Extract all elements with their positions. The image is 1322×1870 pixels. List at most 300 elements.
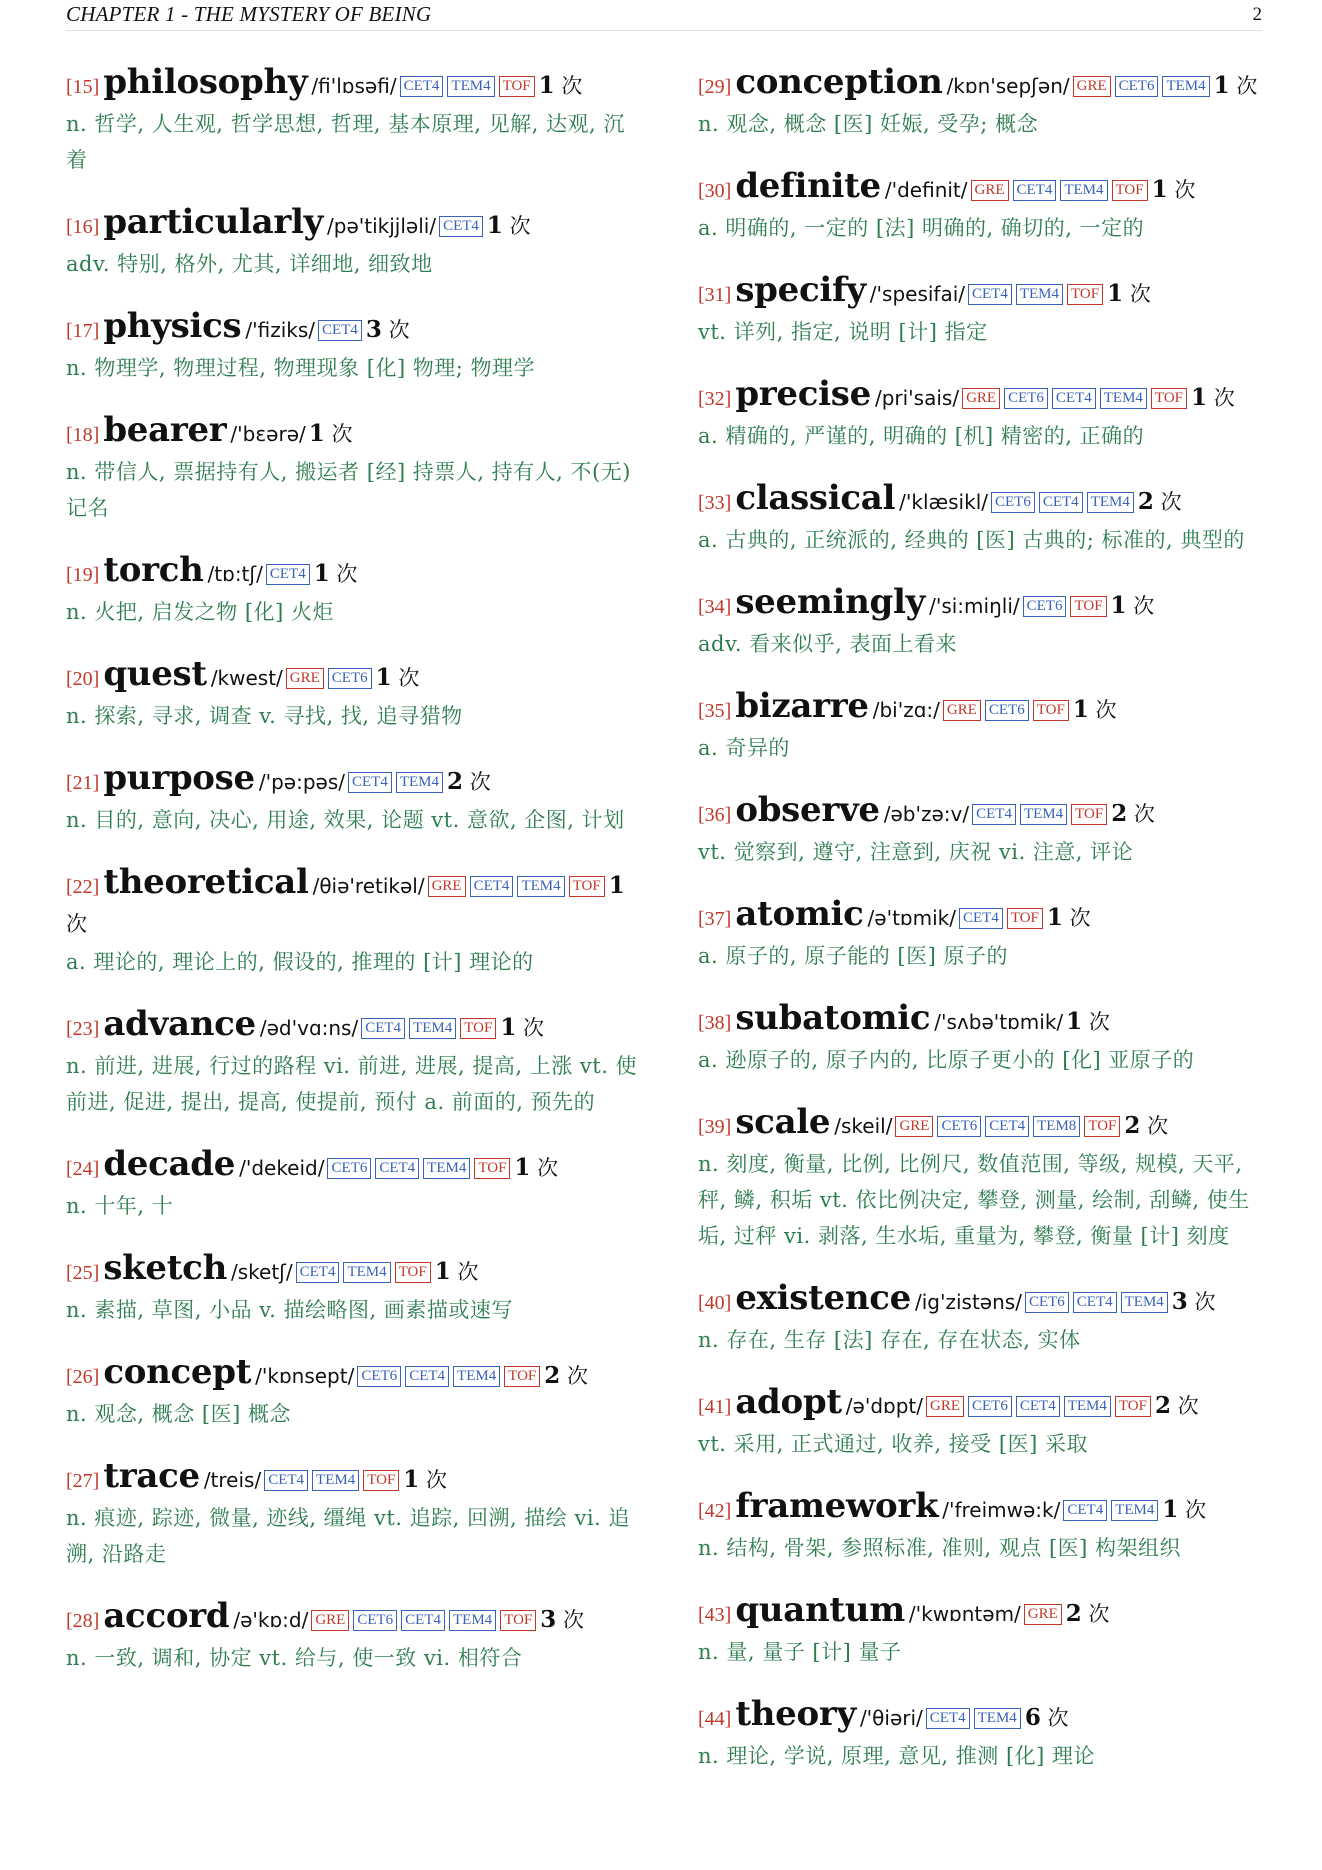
vocab-entry xyxy=(698,64,1274,142)
entry-headline xyxy=(66,412,638,454)
entry-number: [43] xyxy=(698,1604,732,1626)
exam-tag: CET4 xyxy=(348,772,392,793)
phonetic: /skeil/ xyxy=(834,1114,893,1138)
phonetic: /'kɒnsept/ xyxy=(255,1364,355,1388)
entry-number: [44] xyxy=(698,1708,732,1730)
definition: n. 物理学, 物理过程, 物理现象 [化] 物理; 物理学 xyxy=(66,356,536,380)
frequency xyxy=(376,666,420,690)
headword: concept xyxy=(103,1352,252,1392)
frequency-count: 2 xyxy=(1137,488,1154,515)
exam-tag: TOF xyxy=(1071,804,1107,825)
frequency xyxy=(447,770,491,794)
exam-tag: CET6 xyxy=(1023,596,1067,617)
exam-tag: CET6 xyxy=(353,1610,397,1631)
exam-tag: TEM4 xyxy=(1020,804,1067,825)
definition: n. 观念, 概念 [医] 妊娠, 受孕; 概念 xyxy=(698,112,1039,136)
exam-tag: TEM4 xyxy=(343,1262,390,1283)
frequency-count: 1 xyxy=(1213,72,1230,99)
exam-tag: CET4 xyxy=(972,804,1016,825)
frequency-count: 1 xyxy=(1046,904,1063,931)
definition: n. 观念, 概念 [医] 概念 xyxy=(66,1402,291,1426)
vocab-entry xyxy=(66,656,638,734)
definition: n. 哲学, 人生观, 哲学思想, 哲理, 基本原理, 见解, 达观, 沉着 xyxy=(66,112,625,172)
frequency xyxy=(1107,282,1151,306)
exam-tag: GRE xyxy=(926,1396,964,1417)
entry-number: [25] xyxy=(66,1262,100,1284)
entry-number: [37] xyxy=(698,908,732,930)
entry-number: [19] xyxy=(66,564,100,586)
headword: purpose xyxy=(103,758,255,798)
frequency xyxy=(539,74,583,98)
definition: n. 带信人, 票据持有人, 搬运者 [经] 持票人, 持有人, 不(无) 记名 xyxy=(66,460,631,520)
definition: n. 理论, 学说, 原理, 意见, 推测 [化] 理论 xyxy=(698,1744,1096,1768)
frequency-count: 1 xyxy=(1066,1008,1083,1035)
entry-number: [15] xyxy=(66,76,100,98)
frequency-unit: 次 xyxy=(1213,386,1235,410)
headword: torch xyxy=(103,550,204,590)
entry-headline xyxy=(66,1006,638,1048)
headword: definite xyxy=(735,166,881,206)
exam-tag: TOF xyxy=(1084,1116,1120,1137)
frequency-unit: 次 xyxy=(1160,490,1182,514)
exam-tag: CET4 xyxy=(968,284,1012,305)
frequency-unit: 次 xyxy=(388,318,410,342)
frequency-count: 2 xyxy=(1065,1600,1082,1627)
exam-tag: TOF xyxy=(504,1366,540,1387)
exam-tag: GRE xyxy=(1024,1604,1062,1625)
entry-number: [31] xyxy=(698,284,732,306)
frequency-unit: 次 xyxy=(1185,1498,1207,1522)
frequency xyxy=(1047,906,1091,930)
definition: n. 探索, 寻求, 调查 v. 寻找, 找, 追寻猎物 xyxy=(66,704,463,728)
entry-headline xyxy=(698,1280,1274,1322)
phonetic: /pri'sais/ xyxy=(874,386,960,410)
definition: n. 一致, 调和, 协定 vt. 给与, 使一致 vi. 相符合 xyxy=(66,1646,523,1670)
frequency-unit: 次 xyxy=(1047,1706,1069,1730)
exam-tag: CET4 xyxy=(296,1262,340,1283)
definition: n. 量, 量子 [计] 量子 xyxy=(698,1640,902,1664)
exam-tag: GRE xyxy=(1073,76,1111,97)
entry-number: [35] xyxy=(698,700,732,722)
entry-headline xyxy=(698,272,1274,314)
vocab-entry xyxy=(66,1146,638,1224)
frequency-count: 1 xyxy=(514,1154,531,1181)
frequency-count: 3 xyxy=(540,1606,557,1633)
frequency-unit: 次 xyxy=(1147,1114,1169,1138)
exam-tag: TOF xyxy=(363,1470,399,1491)
entry-headline xyxy=(66,1598,638,1640)
vocab-entry xyxy=(66,760,638,838)
frequency-count: 1 xyxy=(500,1014,517,1041)
frequency-unit: 次 xyxy=(398,666,420,690)
entry-headline xyxy=(66,204,638,246)
frequency xyxy=(1111,594,1155,618)
frequency xyxy=(403,1468,447,1492)
frequency-unit: 次 xyxy=(1236,74,1258,98)
vocab-entry xyxy=(698,168,1274,246)
headword: adopt xyxy=(735,1382,842,1422)
definition: n. 十年, 十 xyxy=(66,1194,174,1218)
vocab-entry xyxy=(66,1598,638,1676)
vocab-entry xyxy=(66,204,638,282)
exam-tag: TEM4 xyxy=(453,1366,500,1387)
entry-headline xyxy=(698,1384,1274,1426)
definition: vt. 采用, 正式通过, 收养, 接受 [医] 采取 xyxy=(698,1432,1088,1456)
exam-tag: TOF xyxy=(1033,700,1069,721)
frequency-unit: 次 xyxy=(331,422,353,446)
headword: physics xyxy=(103,306,242,346)
frequency xyxy=(1124,1114,1168,1138)
phonetic: /'θiəri/ xyxy=(859,1706,923,1730)
frequency-count: 1 xyxy=(308,420,325,447)
headword: subatomic xyxy=(735,998,931,1038)
entry-number: [23] xyxy=(66,1018,100,1040)
exam-tag: CET6 xyxy=(1115,76,1159,97)
headword: theory xyxy=(735,1694,856,1734)
entry-number: [39] xyxy=(698,1116,732,1138)
exam-tag: CET6 xyxy=(985,700,1029,721)
exam-tag: GRE xyxy=(311,1610,349,1631)
frequency-unit: 次 xyxy=(469,770,491,794)
exam-tag: TEM4 xyxy=(1162,76,1209,97)
exam-tag: TOF xyxy=(1151,388,1187,409)
frequency-unit: 次 xyxy=(1088,1602,1110,1626)
entry-number: [41] xyxy=(698,1396,732,1418)
exam-tag: TOF xyxy=(460,1018,496,1039)
frequency-unit: 次 xyxy=(1069,906,1091,930)
exam-tag: CET4 xyxy=(1063,1500,1107,1521)
vocab-entry xyxy=(66,864,638,980)
phonetic: /bi'zɑ:/ xyxy=(872,698,940,722)
frequency-unit: 次 xyxy=(457,1260,479,1284)
vocab-entry xyxy=(66,308,638,386)
phonetic: /pə'tikjjləli/ xyxy=(327,214,437,238)
phonetic: /fi'lɒsəfi/ xyxy=(311,74,397,98)
vocab-entry xyxy=(66,412,638,526)
exam-tag: TEM4 xyxy=(1016,284,1063,305)
frequency xyxy=(1066,1602,1110,1626)
vocab-entry xyxy=(698,376,1274,454)
frequency xyxy=(1066,1010,1110,1034)
entry-headline xyxy=(698,1488,1274,1530)
phonetic: /ə'tɒmik/ xyxy=(867,906,956,930)
exam-tag: TOF xyxy=(1115,1396,1151,1417)
exam-tag: CET4 xyxy=(266,564,310,585)
frequency-count: 1 xyxy=(486,212,503,239)
frequency-count: 1 xyxy=(1107,280,1124,307)
frequency-count: 1 xyxy=(1162,1496,1179,1523)
headword: theoretical xyxy=(103,862,309,902)
exam-tag: TEM4 xyxy=(449,1610,496,1631)
frequency xyxy=(514,1156,558,1180)
exam-tag: CET4 xyxy=(959,908,1003,929)
frequency-count: 3 xyxy=(365,316,382,343)
frequency xyxy=(1214,74,1258,98)
exam-tag: TOF xyxy=(500,1610,536,1631)
headword: seemingly xyxy=(735,582,926,622)
vocab-entry xyxy=(698,1592,1274,1670)
frequency-unit: 次 xyxy=(426,1468,447,1492)
headword: scale xyxy=(735,1102,831,1142)
frequency-unit: 次 xyxy=(336,562,358,586)
frequency-unit: 次 xyxy=(1129,282,1151,306)
exam-tag: TOF xyxy=(1067,284,1103,305)
headword: classical xyxy=(735,478,896,518)
vocab-entry xyxy=(698,1000,1274,1078)
entry-headline xyxy=(698,1104,1274,1146)
exam-tag: CET4 xyxy=(375,1158,419,1179)
vocab-entry xyxy=(698,584,1274,662)
exam-tag: GRE xyxy=(943,700,981,721)
entry-number: [38] xyxy=(698,1012,732,1034)
headword: conception xyxy=(735,62,943,102)
exam-tag: TOF xyxy=(395,1262,431,1283)
phonetic: /kɒn'sepʃən/ xyxy=(946,74,1070,98)
vocab-entry xyxy=(698,1384,1274,1462)
exam-tag: TOF xyxy=(1070,596,1106,617)
entry-headline xyxy=(698,64,1274,106)
definition: vt. 觉察到, 遵守, 注意到, 庆祝 vi. 注意, 评论 xyxy=(698,840,1134,864)
phonetic: /treis/ xyxy=(203,1468,262,1492)
phonetic: /'spesifai/ xyxy=(869,282,966,306)
frequency-count: 1 xyxy=(1151,176,1168,203)
frequency xyxy=(435,1260,479,1284)
frequency-unit: 次 xyxy=(523,1016,545,1040)
definition: n. 前进, 进展, 行过的路程 vi. 前进, 进展, 提高, 上涨 vt. 使前进, 促进, 提出, 提高, 使提前, 预付 a. 前面的, 预先的 xyxy=(66,1054,638,1114)
frequency-unit: 次 xyxy=(1133,802,1155,826)
frequency-count: 2 xyxy=(447,768,464,795)
entry-number: [40] xyxy=(698,1292,732,1314)
frequency-unit: 次 xyxy=(1177,1394,1199,1418)
headword: quest xyxy=(103,654,207,694)
exam-tag: TEM4 xyxy=(1100,388,1147,409)
frequency-unit: 次 xyxy=(561,74,583,98)
definition: n. 目的, 意向, 决心, 用途, 效果, 论题 vt. 意欲, 企图, 计划 xyxy=(66,808,625,832)
frequency xyxy=(1172,1290,1216,1314)
exam-tag: TEM4 xyxy=(409,1018,456,1039)
frequency-unit: 次 xyxy=(566,1364,588,1388)
headword: sketch xyxy=(103,1248,227,1288)
phonetic: /'pə:pəs/ xyxy=(258,770,345,794)
headword: observe xyxy=(735,790,880,830)
frequency-count: 3 xyxy=(1171,1288,1188,1315)
entry-number: [34] xyxy=(698,596,732,618)
headword: quantum xyxy=(735,1590,905,1630)
entry-number: [24] xyxy=(66,1158,100,1180)
frequency-count: 1 xyxy=(608,872,625,899)
exam-tag: CET6 xyxy=(1025,1292,1069,1313)
entry-number: [21] xyxy=(66,772,100,794)
exam-tag: TEM8 xyxy=(1033,1116,1080,1137)
headword: bizarre xyxy=(735,686,869,726)
frequency xyxy=(544,1364,588,1388)
phonetic: /ə'dɒpt/ xyxy=(845,1394,924,1418)
phonetic: /tɒ:tʃ/ xyxy=(207,562,263,586)
headword: accord xyxy=(103,1596,230,1636)
phonetic: /sketʃ/ xyxy=(231,1260,293,1284)
exam-tag: TEM4 xyxy=(1060,180,1107,201)
exam-tag: CET4 xyxy=(1052,388,1096,409)
exam-tag: TOF xyxy=(1112,180,1148,201)
entry-number: [28] xyxy=(66,1610,100,1632)
headword: atomic xyxy=(735,894,864,934)
exam-tag: CET4 xyxy=(405,1366,449,1387)
definition: a. 逊原子的, 原子内的, 比原子更小的 [化] 亚原子的 xyxy=(698,1048,1195,1072)
frequency xyxy=(1138,490,1182,514)
exam-tag: CET4 xyxy=(1039,492,1083,513)
page-header xyxy=(66,0,1262,31)
phonetic: /'fiziks/ xyxy=(245,318,316,342)
frequency xyxy=(1155,1394,1199,1418)
entry-headline xyxy=(698,480,1274,522)
exam-tag: CET6 xyxy=(327,1158,371,1179)
vocab-entry xyxy=(698,792,1274,870)
entry-headline xyxy=(66,656,638,698)
frequency-count: 2 xyxy=(1124,1112,1141,1139)
frequency xyxy=(1152,178,1196,202)
entry-number: [29] xyxy=(698,76,732,98)
exam-tag: TOF xyxy=(569,876,605,897)
frequency xyxy=(500,1016,544,1040)
entry-number: [27] xyxy=(66,1470,100,1492)
frequency xyxy=(487,214,531,238)
entry-number: [33] xyxy=(698,492,732,514)
phonetic: /ig'zistəns/ xyxy=(914,1290,1022,1314)
entry-headline xyxy=(698,792,1274,834)
exam-tag: CET4 xyxy=(401,1610,445,1631)
entry-headline xyxy=(698,168,1274,210)
exam-tag: CET4 xyxy=(400,76,444,97)
entry-headline xyxy=(698,1000,1274,1042)
frequency xyxy=(540,1608,584,1632)
page-number: 2 xyxy=(1252,4,1262,25)
frequency xyxy=(1025,1706,1069,1730)
definition: n. 存在, 生存 [法] 存在, 存在状态, 实体 xyxy=(698,1328,1081,1352)
entry-headline xyxy=(698,376,1274,418)
exam-tag: CET4 xyxy=(985,1116,1029,1137)
frequency-unit: 次 xyxy=(562,1608,584,1632)
headword: trace xyxy=(103,1456,200,1496)
vocab-entry xyxy=(66,1458,638,1572)
exam-tag: TEM4 xyxy=(1087,492,1134,513)
vocab-entry xyxy=(698,1696,1274,1774)
entry-headline xyxy=(66,1146,638,1188)
entry-headline xyxy=(698,896,1274,938)
vocab-entry xyxy=(698,688,1274,766)
entry-headline xyxy=(66,1354,638,1396)
exam-tag: CET4 xyxy=(361,1018,405,1039)
entry-headline xyxy=(66,1250,638,1292)
exam-tag: CET4 xyxy=(1073,1292,1117,1313)
frequency xyxy=(309,422,353,446)
exam-tag: TOF xyxy=(474,1158,510,1179)
entry-number: [32] xyxy=(698,388,732,410)
vocab-entry xyxy=(66,552,638,630)
phonetic: /θiə'retikəl/ xyxy=(312,874,425,898)
frequency xyxy=(366,318,410,342)
headword: philosophy xyxy=(103,62,308,102)
frequency-unit: 次 xyxy=(509,214,531,238)
exam-tag: CET6 xyxy=(357,1366,401,1387)
entry-headline xyxy=(698,1696,1274,1738)
frequency-count: 1 xyxy=(403,1466,420,1493)
entry-headline xyxy=(698,1592,1274,1634)
exam-tag: CET6 xyxy=(968,1396,1012,1417)
exam-tag: CET4 xyxy=(1016,1396,1060,1417)
exam-tag: CET4 xyxy=(264,1470,308,1491)
frequency-unit: 次 xyxy=(1174,178,1196,202)
phonetic: /'definit/ xyxy=(884,178,968,202)
vocab-entry xyxy=(698,272,1274,350)
exam-tag: TEM4 xyxy=(517,876,564,897)
entry-number: [36] xyxy=(698,804,732,826)
definition: n. 素描, 草图, 小品 v. 描绘略图, 画素描或速写 xyxy=(66,1298,513,1322)
definition: n. 痕迹, 踪迹, 微量, 迹线, 缰绳 vt. 追踪, 回溯, 描绘 vi. 追溯, 沿路走 xyxy=(66,1506,630,1566)
phonetic: /'dekeid/ xyxy=(239,1156,325,1180)
frequency xyxy=(1111,802,1155,826)
frequency-count: 1 xyxy=(1072,696,1089,723)
phonetic: /kwest/ xyxy=(210,666,283,690)
chapter-title: CHAPTER 1 - THE MYSTERY OF BEING xyxy=(66,2,432,26)
entry-number: [20] xyxy=(66,668,100,690)
exam-tag: TEM4 xyxy=(1121,1292,1168,1313)
vocab-entry xyxy=(66,1354,638,1432)
headword: specify xyxy=(735,270,866,310)
frequency xyxy=(1162,1498,1206,1522)
vocab-entry xyxy=(698,896,1274,974)
definition: a. 奇异的 xyxy=(698,736,790,760)
phonetic: /'bɛərə/ xyxy=(230,422,306,446)
exam-tag: GRE xyxy=(895,1116,933,1137)
frequency xyxy=(1191,386,1235,410)
entry-number: [18] xyxy=(66,424,100,446)
exam-tag: GRE xyxy=(286,668,324,689)
definition: a. 精确的, 严谨的, 明确的 [机] 精密的, 正确的 xyxy=(698,424,1145,448)
vocab-entry xyxy=(66,64,638,178)
headword: particularly xyxy=(103,202,324,242)
frequency-count: 2 xyxy=(544,1362,561,1389)
entry-headline xyxy=(66,552,638,594)
entry-headline xyxy=(698,688,1274,730)
entry-number: [30] xyxy=(698,180,732,202)
vocab-entry xyxy=(66,1250,638,1328)
frequency-count: 1 xyxy=(538,72,555,99)
frequency-unit: 次 xyxy=(537,1156,559,1180)
exam-tag: TOF xyxy=(1007,908,1043,929)
frequency-count: 2 xyxy=(1111,800,1128,827)
headword: advance xyxy=(103,1004,256,1044)
definition: a. 理论的, 理论上的, 假设的, 推理的 [计] 理论的 xyxy=(66,950,534,974)
entry-headline xyxy=(66,760,638,802)
exam-tag: CET4 xyxy=(439,216,483,237)
exam-tag: CET4 xyxy=(926,1708,970,1729)
vocab-entry xyxy=(698,1104,1274,1254)
exam-tag: CET4 xyxy=(470,876,514,897)
entry-number: [22] xyxy=(66,876,100,898)
left-column xyxy=(66,64,638,1702)
definition: adv. 特别, 格外, 尤其, 详细地, 细致地 xyxy=(66,252,433,276)
phonetic: /'si:miŋli/ xyxy=(929,594,1020,618)
phonetic: /'kwɒntəm/ xyxy=(908,1602,1021,1626)
entry-headline xyxy=(66,64,638,106)
phonetic: /ə'kɒ:d/ xyxy=(233,1608,309,1632)
frequency-unit: 次 xyxy=(1133,594,1155,618)
frequency xyxy=(314,562,358,586)
phonetic: /'klæsikl/ xyxy=(899,490,988,514)
exam-tag: CET6 xyxy=(328,668,372,689)
frequency-count: 1 xyxy=(375,664,392,691)
exam-tag: CET6 xyxy=(991,492,1035,513)
